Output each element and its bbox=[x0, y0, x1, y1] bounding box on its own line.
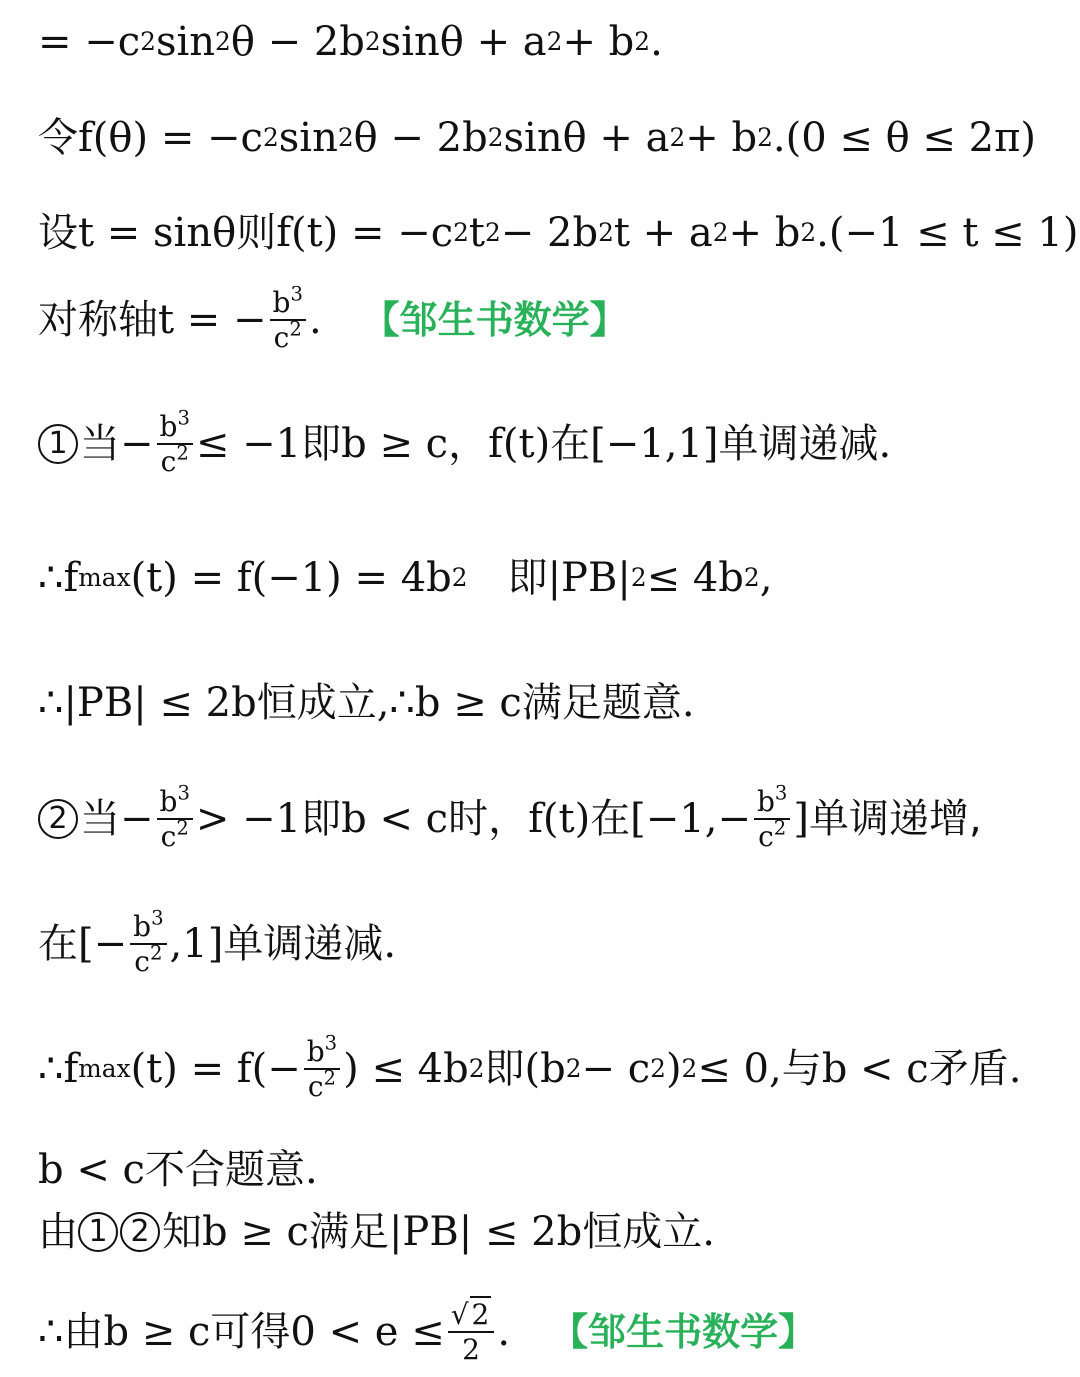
fraction: $\frac{b^3}{c^2}$ bbox=[270, 288, 306, 353]
case-1-conclusion-line: ∴|PB| ≤ 2b 恒成立 ,∴b ≥ c 满足题意 . bbox=[38, 680, 695, 726]
circled-one: 1 bbox=[78, 1212, 118, 1252]
case-1-line: 1 当 − $\frac{b^3}{c^2}$ ≤ −1 即 b ≥ c ， f(t) 在 [−1,1] 单调递减 . bbox=[38, 412, 891, 477]
fraction: $\frac{b^3}{c^2}$ bbox=[157, 787, 193, 852]
fraction: $\frac{b^3}{c^2}$ bbox=[304, 1037, 340, 1102]
circled-two: 2 bbox=[120, 1212, 160, 1252]
equation-line-1: = −c 2 sin 2 θ − 2b 2 sinθ + a 2 + b 2 . bbox=[38, 19, 663, 65]
case-2-conclusion-line: b < c 不合题意 . bbox=[38, 1147, 318, 1193]
case-1-max-line: ∴f max (t) = f(−1) = 4b 2 即 |PB| 2 ≤ 4b 2 , bbox=[38, 555, 773, 601]
brand-tag: 【邹生书数学】 bbox=[550, 1310, 817, 1355]
fraction: $\frac{√ 2}{2}$ bbox=[448, 1300, 495, 1365]
final-result-line: ∴ 由 b ≥ c 可得 0 < e ≤ $\frac{√ 2}{2}$ . 【邹生书数学】 bbox=[38, 1298, 817, 1367]
brand-tag: 【邹生书数学】 bbox=[361, 298, 628, 343]
circled-one: 1 bbox=[38, 424, 78, 464]
equation-line-2: 令 f(θ) = −c 2 sin 2 θ − 2b 2 sinθ + a 2 + b 2 .(0 ≤ θ ≤ 2π) bbox=[38, 115, 1036, 161]
symmetry-axis-line: 对称轴 t = − $\frac{b^3}{c^2}$ . 【邹生书数学】 bbox=[38, 282, 628, 355]
fraction: $\frac{b^3}{c^2}$ bbox=[130, 912, 166, 977]
case-2-decreasing-line: 在 [− $\frac{b^3}{c^2}$ ,1] 单调递减 . bbox=[38, 906, 397, 979]
equation-line-3: 设 t = sinθ 则 f(t) = −c 2 t 2 − 2b 2 t + a 2 + b 2 .(−1 ≤ t ≤ 1) bbox=[38, 210, 1079, 256]
case-2-max-line: ∴f max (t) = f(− $\frac{b^3}{c^2}$ ) ≤ 4b 2 即 (b 2 − c 2 ) 2 ≤ 0, 与 b < c 矛盾 . bbox=[38, 1031, 1022, 1104]
fraction: $\frac{b^3}{c^2}$ bbox=[157, 412, 193, 477]
summary-line: 由 1 2 知 b ≥ c 满足 |PB| ≤ 2b 恒成立 . bbox=[38, 1209, 715, 1255]
circled-two: 2 bbox=[38, 799, 78, 839]
fraction: $\frac{b^3}{c^2}$ bbox=[754, 787, 790, 852]
case-2-line: 2 当 − $\frac{b^3}{c^2}$ > −1 即 b < c 时， f(t) 在 [−1,− $\frac{b^3}{c^2}$ ] 单调递增, bbox=[38, 787, 982, 852]
